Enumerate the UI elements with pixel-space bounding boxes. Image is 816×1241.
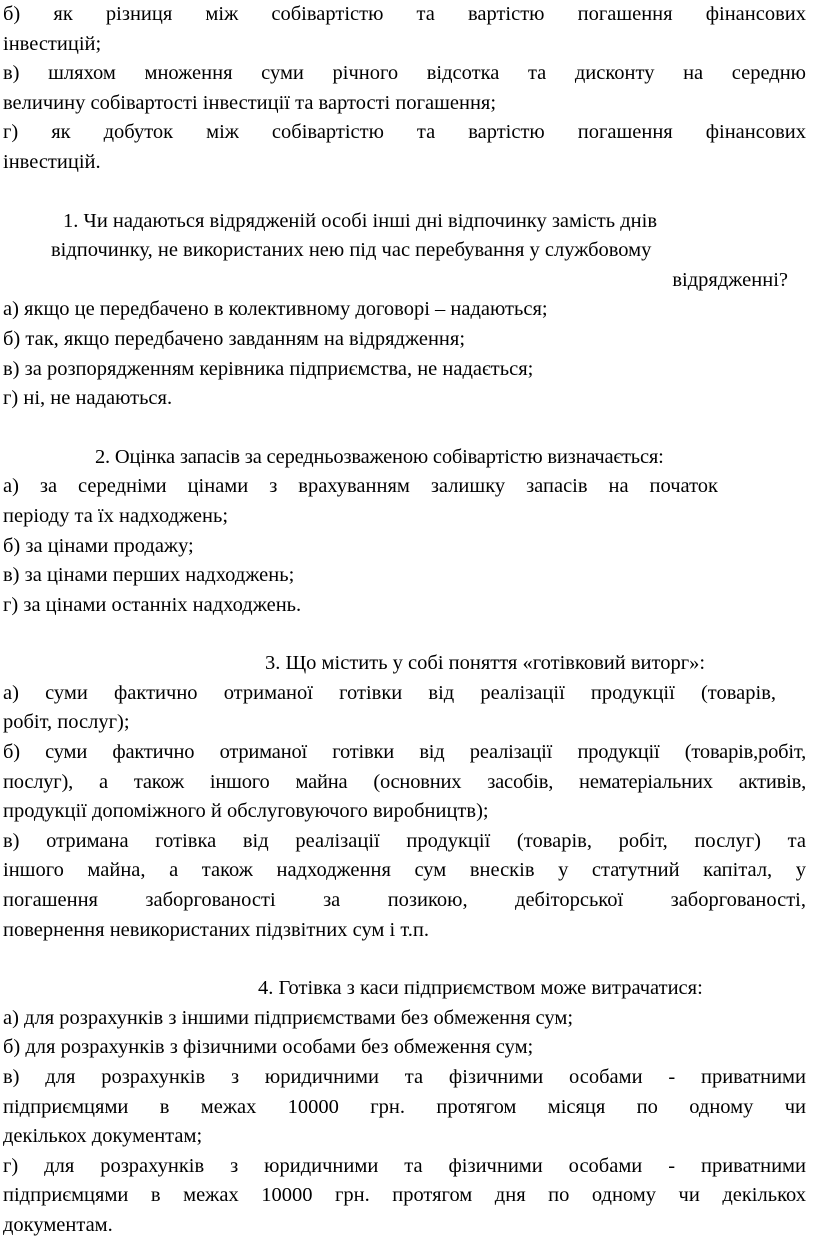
question-2: [3, 443, 806, 621]
option-line: в) за цінами перших надходжень;: [3, 564, 295, 587]
option-line: а) для розрахунків з іншими підприємствами без обмеження сум;: [3, 1006, 574, 1029]
option-line: в) отримана готівка від реалізації продукції (товарів, робіт, послуг) та: [3, 829, 806, 852]
question-title: 3. Що містить у собі поняття «готівковий виторг»:: [265, 652, 706, 675]
option-line: в) для розрахунків з юридичними та фізичними особами - приватними: [3, 1066, 806, 1088]
question-4: [3, 974, 806, 1240]
option-line: підприємцями в межах 10000 грн. протягом дня по одному чи декількох: [3, 1184, 806, 1207]
option-line: інвестицій.: [3, 150, 101, 173]
option-line: г) за цінами останніх надходжень.: [3, 593, 302, 616]
spacer: [3, 178, 806, 207]
spacer: [3, 945, 806, 974]
option-line: б) за цінами продажу;: [3, 534, 194, 557]
option-line: а) якщо це передбачено в колективному договорі – надаються;: [3, 298, 548, 321]
option-line: б) суми фактично отриманої готівки від реалізації продукції (товарів,робіт,: [3, 741, 806, 764]
prev-question-options: [3, 0, 806, 178]
question-title: відрядженні?: [672, 268, 788, 291]
option-line: повернення невикористаних підзвітних сум і т.п.: [3, 918, 429, 941]
question-title: відпочинку, не використаних нею під час перебування у службовому: [51, 239, 652, 262]
question-3: [3, 649, 806, 945]
option-line: декількох документам;: [3, 1125, 203, 1148]
option-line: г) для розрахунків з юридичними та фізичними особами - приватними: [3, 1154, 806, 1177]
option-line: в) за розпорядженням керівника підприємства, не надається;: [3, 357, 534, 380]
option-line: б) так, якщо передбачено завданням на відрядження;: [3, 327, 466, 350]
option-line: підприємцями в межах 10000 грн. протягом місяця по одному чи: [3, 1095, 806, 1118]
question-1: [3, 207, 806, 414]
option-line: г) як добуток між собівартістю та вартістю погашення фінансових: [3, 121, 806, 144]
option-line: величину собівартості інвестиції та вартості погашення;: [3, 91, 497, 114]
question-title: 4. Готівка з каси підприємством може витрачатися:: [258, 977, 703, 1000]
option-line: в) шляхом множення суми річного відсотка та дисконту на середню: [3, 62, 806, 85]
option-line: а) за середніми цінами з врахуванням залишку запасів на початок: [3, 475, 718, 498]
spacer: [3, 620, 806, 649]
option-line: б) як різниця між собівартістю та вартістю погашення фінансових: [3, 3, 806, 25]
option-line: послуг), а також іншого майна (основних засобів, нематеріальних активів,: [3, 770, 806, 793]
option-line: інвестицій;: [3, 32, 102, 55]
question-title: 2. Оцінка запасів за середньозваженою собівартістю визначається:: [95, 445, 664, 468]
option-line: погашення заборгованості за позикою, дебіторської заборгованості,: [3, 889, 806, 912]
question-title: 1. Чи надаються відрядженій особі інші дні відпочинку замість днів: [63, 209, 658, 232]
option-line: документам.: [3, 1213, 113, 1236]
option-line: робіт, послуг);: [3, 711, 130, 734]
option-line: г) ні, не надаються.: [3, 387, 173, 410]
option-line: продукції допоміжного й обслуговуючого виробництв);: [3, 800, 489, 823]
option-line: а) суми фактично отриманої готівки від реалізації продукції (товарів,: [3, 681, 776, 704]
spacer: [3, 414, 806, 443]
option-line: іншого майна, а також надходження сум внесків у статутний капітал, у: [3, 859, 806, 882]
option-line: б) для розрахунків з фізичними особами без обмеження сум;: [3, 1036, 534, 1059]
option-line: періоду та їх надходжень;: [3, 504, 229, 527]
